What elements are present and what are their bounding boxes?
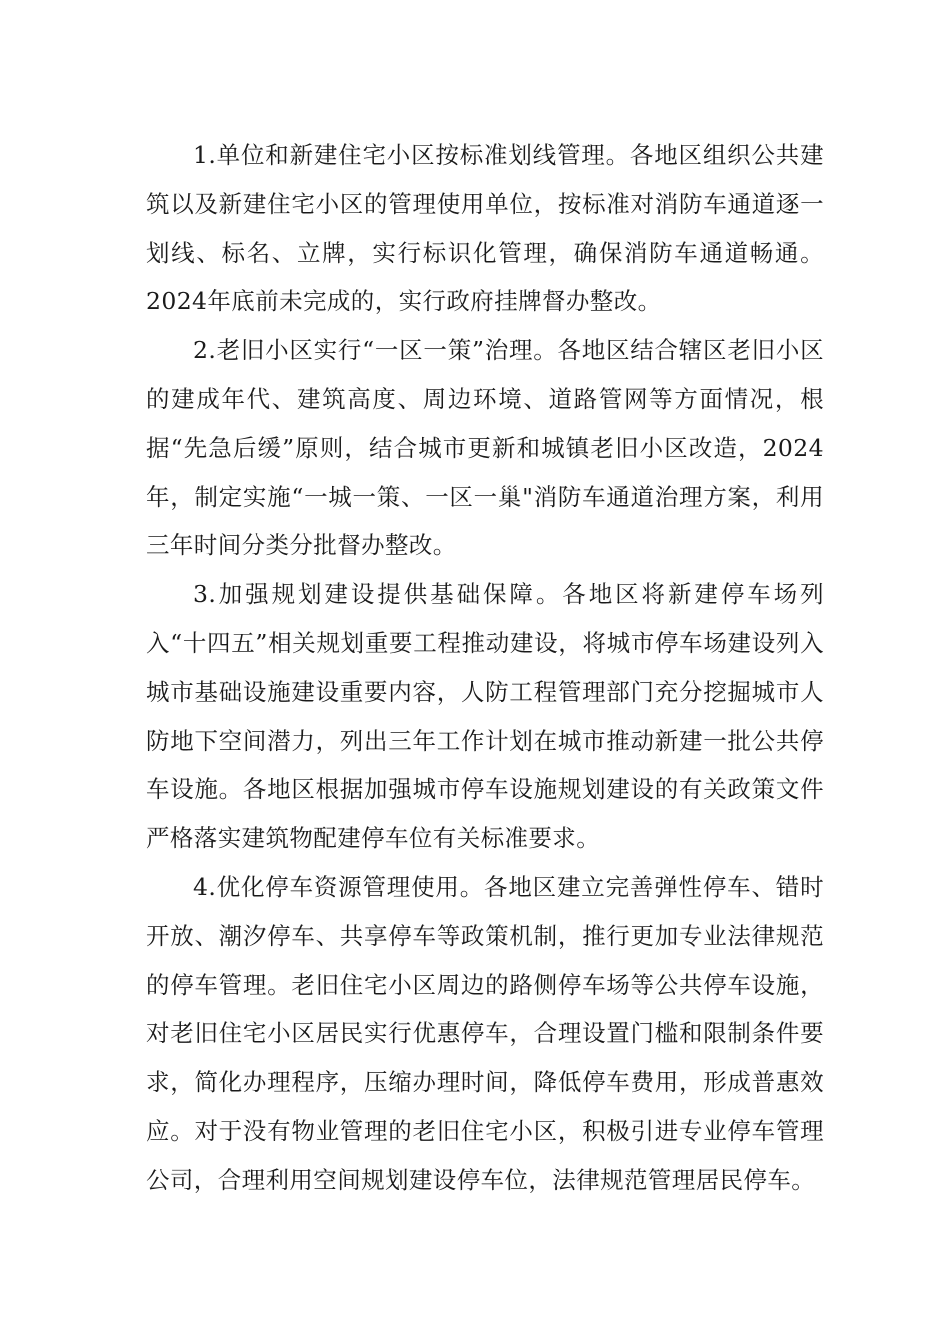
paragraph-item-1: 1.单位和新建住宅小区按标准划线管理。各地区组织公共建筑以及新建住宅小区的管理使用单位，按标准对消防车通道逐一划线、标名、立牌，实行标识化管理，确保消防车通道畅通。2024年底前未完成的，实行政府挂牌督办整改。 — [146, 141, 824, 316]
document-body — [146, 131, 824, 1205]
paragraph-item-4: 4.优化停车资源管理使用。各地区建立完善弹性停车、错时开放、潮汐停车、共享停车等政策机制，推行更加专业法律规范的停车管理。老旧住宅小区周边的路侧停车场等公共停车设施，对老旧住宅小区居民实行优惠停车，合理设置门槛和限制条件要求，简化办理程序，压缩办理时间，降低停车费用，形成普惠效应。对于没有物业管理的老旧住宅小区，积极引进专业停车管理公司，合理利用空间规划建设停车位，法律规范管理居民停车。 — [146, 872, 824, 1194]
paragraph-item-3: 3.加强规划建设提供基础保障。各地区将新建停车场列入“十四五”相关规划重要工程推动建设，将城市停车场建设列入城市基础设施建设重要内容，人防工程管理部门充分挖掘城市人防地下空间潜力，列出三年工作计划在城市推动新建一批公共停车设施。各地区根据加强城市停车设施规划建设的有关政策文件严格落实建筑物配建停车位有关标准要求。 — [146, 580, 824, 853]
paragraph-item-2: 2.老旧小区实行“一区一策”治理。各地区结合辖区老旧小区的建成年代、建筑高度、周边环境、道路管网等方面情况，根据“先急后缓”原则，结合城市更新和城镇老旧小区改造，2024年，制定实施“一城一策、一区一巢"消防车通道治理方案，利用三年时间分类分批督办整改。 — [146, 336, 824, 560]
